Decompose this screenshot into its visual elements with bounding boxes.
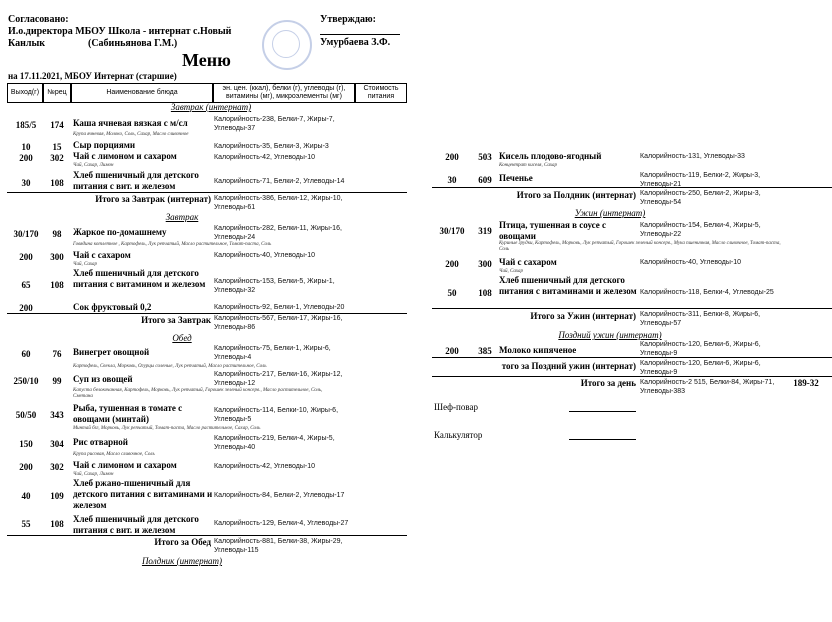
row-dish: Птица, тушенная в соусе с овощами <box>499 220 607 241</box>
row-ingredients: Говядина котлетное , Картофель, Лук репчатый, Масло растительное, Томат-паста, Соль <box>73 242 272 247</box>
row-nutrition: Калорийность-84, Белки-2, Углеводы-17 <box>214 492 345 499</box>
row-ingredients: Чай, Сахар, Лимон <box>73 163 114 168</box>
agreed-line1: И.о.директора МБОУ Школа - интернат с.Новый <box>8 26 232 37</box>
row-nutrition: Калорийность-118, Белки-4, Углеводы-25 <box>640 289 774 296</box>
row-output: 200 <box>19 303 33 313</box>
row-output: 10 <box>21 142 31 152</box>
col-dish-header: Наименование блюда <box>71 83 213 103</box>
row-recipe: 108 <box>50 280 64 290</box>
row-nutrition: Калорийность-42, Углеводы-10 <box>214 463 315 470</box>
row-recipe: 76 <box>52 349 62 359</box>
row-nutrition: Калорийность-238, Белки-7, Жиры-7, Углеводы-37 <box>214 116 335 132</box>
row-recipe: 108 <box>50 519 64 529</box>
agreed-name: (Сабиньянова Г.М.) <box>88 38 178 49</box>
chef-signature-line <box>569 411 636 412</box>
row-ingredients: Концентрат киселя, Сахар <box>499 163 558 168</box>
divider <box>432 357 832 358</box>
divider <box>432 308 832 309</box>
row-nutrition: Калорийность-40, Углеводы-10 <box>214 252 315 259</box>
row-recipe: 302 <box>50 153 64 163</box>
row-output: 40 <box>21 491 31 501</box>
section-dinner-internat: Ужин (интернат) <box>574 208 646 218</box>
row-dish: Хлеб пшеничный для детского питания с вит. и железом <box>73 170 199 191</box>
page-subtitle: на 17.11.2021, МБОУ Интернат (старшие) <box>8 71 177 81</box>
row-output: 30 <box>21 178 31 188</box>
section-breakfast: Завтрак <box>165 212 199 222</box>
divider <box>7 192 407 193</box>
row-output: 30 <box>447 175 457 185</box>
col-cost-header: Стоимость питания <box>355 83 407 103</box>
row-ingredients: Куриные грудки, Картофель, Морковь, Лук репчатый, Горошек зеленый консерв., Мука пшеничная, Масло сливочное, Томат-паста, Соль <box>499 241 781 252</box>
row-nutrition: Калорийность-114, Белки-10, Жиры-6, Углеводы-5 <box>214 407 339 423</box>
row-dish: Сыр порциями <box>73 140 136 150</box>
row-dish: Кисель плодово-ягодный <box>499 151 602 161</box>
row-dish: Жаркое по-домашнему <box>73 227 167 237</box>
row-dish: Винегрет овощной <box>73 347 150 357</box>
row-dish: Чай с сахаром <box>499 257 557 267</box>
row-dish: Хлеб ржано-пшеничный для детского питания с витаминами и железом <box>73 478 213 510</box>
total-lunch: Итого за Обед <box>154 537 211 547</box>
calculator-signature-line <box>569 439 636 440</box>
total-day-cost: 189-32 <box>793 378 819 388</box>
row-output: 60 <box>21 349 31 359</box>
total-late-dinner: того за Поздний ужин (интернат) <box>501 361 636 371</box>
total-breakfast-internat: Итого за Завтрак (интернат) <box>95 194 211 204</box>
row-output: 185/5 <box>15 120 37 130</box>
row-recipe: 609 <box>478 175 492 185</box>
total-breakfast: Итого за Завтрак <box>141 315 211 325</box>
total-dinner-nutrition: Калорийность-311, Белки-8, Жиры-6, Углеводы-57 <box>640 311 761 327</box>
row-recipe: 503 <box>478 152 492 162</box>
row-output: 65 <box>21 280 31 290</box>
row-recipe: 343 <box>50 410 64 420</box>
row-dish: Хлеб пшеничный для детского питания с витамином и железом <box>73 268 206 289</box>
row-ingredients: Крупа рисовая, Масло сливочное, Соль <box>73 452 155 457</box>
row-dish: Чай с сахаром <box>73 250 131 260</box>
row-recipe: 319 <box>478 226 492 236</box>
row-output: 200 <box>19 462 33 472</box>
divider <box>7 535 407 536</box>
row-output: 55 <box>21 519 31 529</box>
row-nutrition: Калорийность-71, Белки-2, Углеводы-14 <box>214 178 345 185</box>
row-recipe: 304 <box>50 439 64 449</box>
approve-label: Утверждаю: <box>320 14 376 25</box>
section-snack-internat: Полдник (интернат) <box>141 556 223 566</box>
row-output: 50/50 <box>15 410 37 420</box>
row-dish: Чай с лимоном и сахаром <box>73 151 177 161</box>
col-nutrition-header: эн. цен. (ккал), белки (г), углеводы (г), витамины (мг), микроэлементы (мг) <box>213 83 355 103</box>
divider <box>432 376 832 377</box>
row-output: 150 <box>19 439 33 449</box>
row-nutrition: Калорийность-40, Углеводы-10 <box>640 259 741 266</box>
divider <box>432 187 832 188</box>
col-output-header: Выход(г) <box>7 83 43 103</box>
row-ingredients: Капуста белокочанная, Картофель, Морковь, Лук репчатый, Горошек зеленый консерв., Масло растительное, Соль, Сметана <box>73 388 323 399</box>
row-recipe: 385 <box>478 346 492 356</box>
row-dish: Сок фруктовый 0,2 <box>73 302 152 312</box>
row-output: 200 <box>19 252 33 262</box>
row-nutrition: Калорийность-131, Углеводы-33 <box>640 153 745 160</box>
row-output: 50 <box>447 288 457 298</box>
row-ingredients: Картофель, Свекла, Морковь, Огурцы соленые, Лук репчатый, Масло растительное, Соль <box>73 364 267 369</box>
row-dish: Молоко кипяченое <box>499 345 577 355</box>
row-recipe: 99 <box>52 376 62 386</box>
row-output: 30/170 <box>13 229 39 239</box>
row-nutrition: Калорийность-120, Белки-6, Жиры-6, Углеводы-9 <box>640 341 761 357</box>
total-breakfast-nutrition: Калорийность-567, Белки-17, Жиры-16, Углеводы-86 <box>214 315 343 331</box>
row-dish: Каша ячневая вязкая с м/сл <box>73 118 188 128</box>
row-dish: Печенье <box>499 173 533 183</box>
row-output: 200 <box>445 346 459 356</box>
row-nutrition: Калорийность-129, Белки-4, Углеводы-27 <box>214 520 349 527</box>
row-output: 200 <box>445 152 459 162</box>
row-nutrition: Калорийность-154, Белки-4, Жиры-5, Углеводы-22 <box>640 222 761 238</box>
row-ingredients: Чай, Сахар <box>499 269 523 274</box>
row-nutrition: Калорийность-42, Углеводы-10 <box>214 154 315 161</box>
section-breakfast-internat: Завтрак (интернат) <box>170 102 252 112</box>
row-dish: Хлеб пшеничный для детского питания с вит. и железом <box>73 514 199 535</box>
row-ingredients: Чай, Сахар <box>73 262 97 267</box>
row-dish: Рис отварной <box>73 437 128 447</box>
row-recipe: 174 <box>50 120 64 130</box>
row-output: 250/10 <box>13 376 39 386</box>
row-recipe: 98 <box>52 229 62 239</box>
section-lunch: Обед <box>172 333 192 343</box>
row-nutrition: Калорийность-217, Белки-16, Жиры-12, Углеводы-12 <box>214 371 343 387</box>
section-late-dinner: Поздний ужин (интернат) <box>558 330 662 340</box>
total-snack-nutrition: Калорийность-250, Белки-2, Жиры-3, Углеводы-54 <box>640 190 761 206</box>
row-recipe: 108 <box>478 288 492 298</box>
row-recipe: 300 <box>478 259 492 269</box>
agreed-place: Канлык <box>8 38 46 49</box>
row-dish: Хлеб пшеничный для детского питания с витаминами и железом <box>499 275 637 296</box>
approve-name: Умурбаева З.Ф. <box>320 37 391 48</box>
row-nutrition: Калорийность-35, Белки-3, Жиры-3 <box>214 143 329 150</box>
chef-label: Шеф-повар <box>434 402 478 412</box>
row-dish: Суп из овощей <box>73 374 133 384</box>
row-nutrition: Калорийность-119, Белки-2, Жиры-3, Углеводы-21 <box>640 172 761 188</box>
total-day-nutrition: Калорийность-2 515, Белки-84, Жиры-71, Углеводы-383 <box>640 379 775 395</box>
row-dish: Рыба, тушенная в томате с овощами (минтай) <box>73 403 183 424</box>
stamp-seal <box>262 20 312 70</box>
row-recipe: 108 <box>50 178 64 188</box>
total-lunch-nutrition: Калорийность-881, Белки-38, Жиры-29, Углеводы-115 <box>214 538 343 554</box>
row-nutrition: Калорийность-92, Белки-1, Углеводы-20 <box>214 304 345 311</box>
total-dinner: Итого за Ужин (интернат) <box>530 311 636 321</box>
agreed-label: Согласовано: <box>8 14 69 25</box>
row-dish: Чай с лимоном и сахаром <box>73 460 177 470</box>
row-ingredients: Чай, Сахар, Лимон <box>73 472 114 477</box>
row-output: 200 <box>445 259 459 269</box>
row-recipe: 109 <box>50 491 64 501</box>
row-recipe: 300 <box>50 252 64 262</box>
approve-signature-line <box>320 34 400 35</box>
total-breakfast-internat-nutrition: Калорийность-386, Белки-12, Жиры-10, Углеводы-61 <box>214 195 343 211</box>
total-snack: Итого за Полдник (интернат) <box>516 190 636 200</box>
row-ingredients: Крупа ячневая, Молоко, Соль, Сахар, Масло сливочное <box>73 132 189 137</box>
col-recipe-header: №рец <box>43 83 71 103</box>
total-late-dinner-nutrition: Калорийность-120, Белки-6, Жиры-6, Углеводы-9 <box>640 360 761 376</box>
row-output: 200 <box>19 153 33 163</box>
row-ingredients: Минтай бзг, Морковь, Лук репчатый, Томат-паста, Масло растительное, Сахар, Соль <box>73 426 261 431</box>
total-day: Итого за день <box>580 378 636 388</box>
calculator-label: Калькулятор <box>434 430 483 440</box>
row-nutrition: Калорийность-153, Белки-5, Жиры-1, Углеводы-32 <box>214 278 335 294</box>
row-nutrition: Калорийность-282, Белки-11, Жиры-16, Углеводы-24 <box>214 225 342 241</box>
row-nutrition: Калорийность-75, Белки-1, Жиры-6, Углеводы-4 <box>214 345 331 361</box>
row-recipe: 302 <box>50 462 64 472</box>
page-title: Меню <box>182 50 231 70</box>
row-recipe: 15 <box>52 142 62 152</box>
row-nutrition: Калорийность-219, Белки-4, Жиры-5, Углеводы-40 <box>214 435 335 451</box>
row-output: 30/170 <box>439 226 465 236</box>
